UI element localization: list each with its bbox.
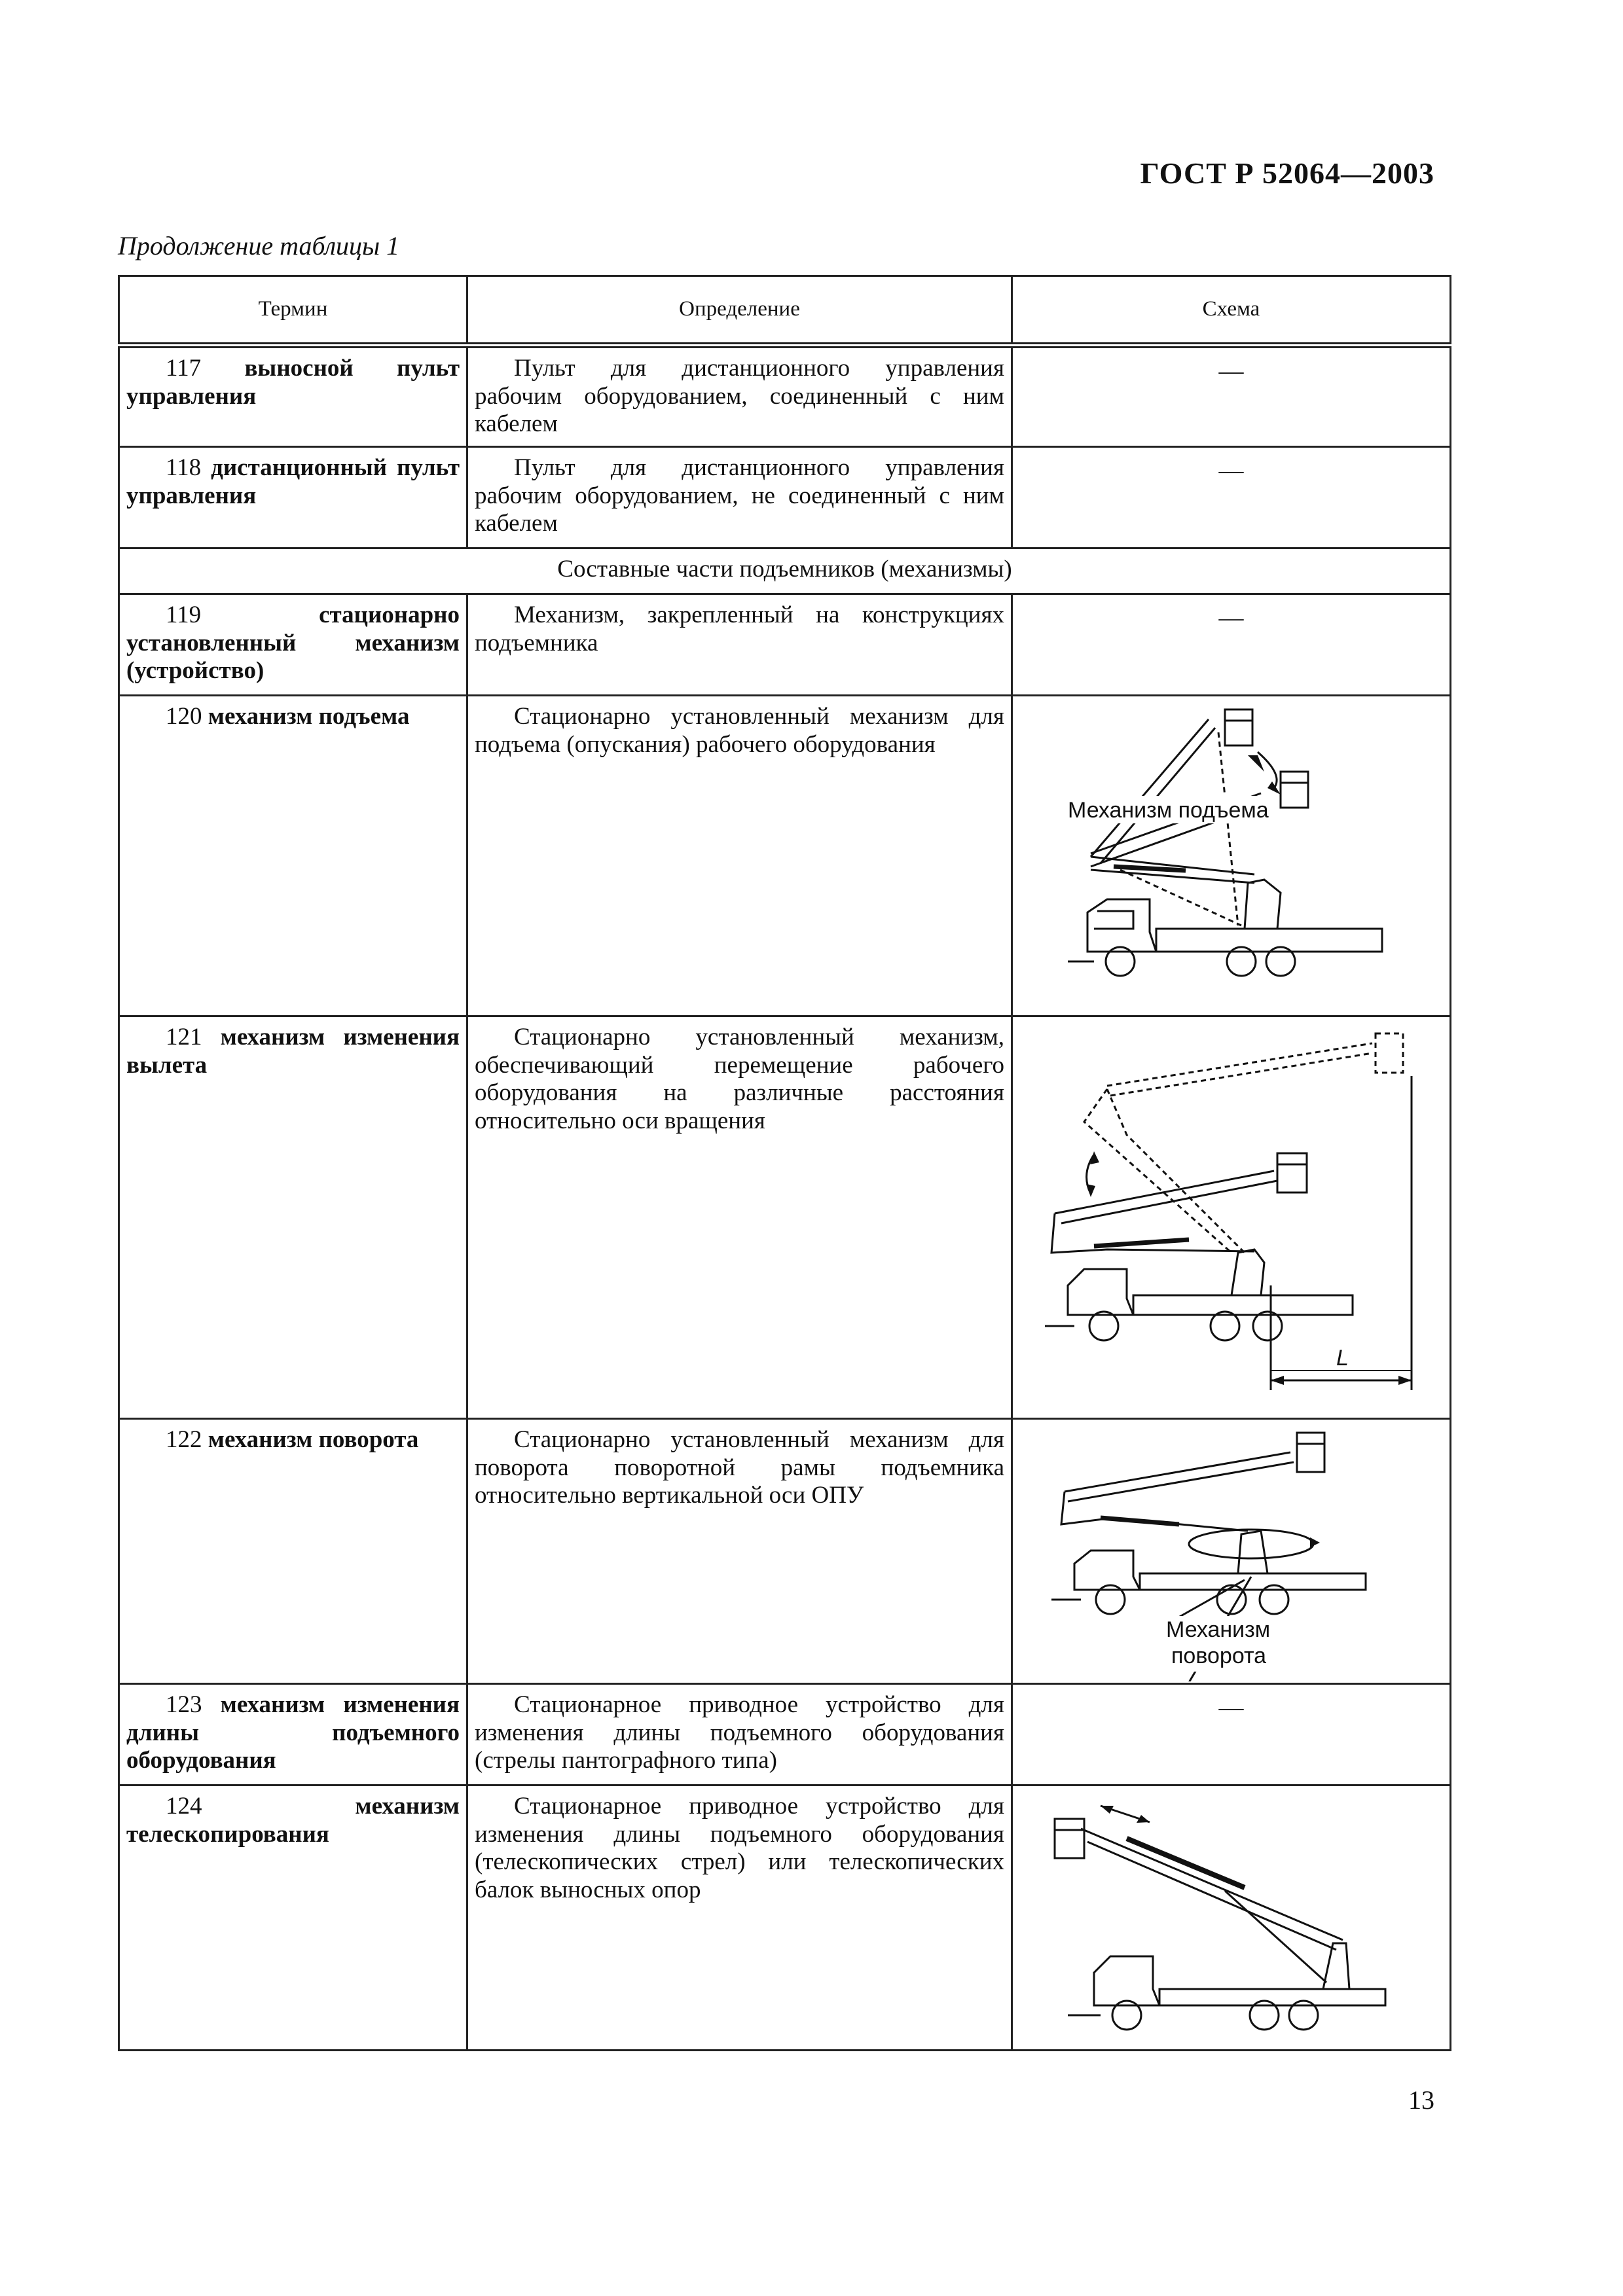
term-number: 124 <box>166 1793 202 1820</box>
column-header-scheme: Схема <box>1012 276 1451 346</box>
scheme-label: Механизм <box>1165 1617 1270 1642</box>
scheme-label: поворота <box>1171 1643 1266 1668</box>
table-row <box>119 594 1451 696</box>
definition-cell: Стационарное приводное устройство для изменения длины подъемного оборудования (телескопических стрел) или телескопических балок выносных опор <box>467 1785 1012 2051</box>
term-text: механизм изменения длины подъемного оборудования <box>126 1691 460 1774</box>
section-row <box>119 548 1451 594</box>
table-header-row <box>119 276 1451 346</box>
term-text: механизм поворота <box>208 1426 419 1453</box>
scheme-cell <box>1012 594 1451 696</box>
table-row <box>119 1684 1451 1785</box>
definition-cell: Стационарно установленный механизм, обеспечивающий перемещение рабочего оборудования на различные расстояния относительно оси вращения <box>467 1016 1012 1419</box>
scheme-label-L: L <box>1336 1346 1349 1371</box>
aerial-lift-slewing-mechanism-diagram <box>1029 1426 1434 1681</box>
table-row <box>119 346 1451 447</box>
aerial-lift-telescoping-mechanism-diagram <box>1029 1793 1434 2048</box>
definition-cell: Механизм, закрепленный на конструкциях подъемника <box>467 594 1012 696</box>
scheme-cell <box>1012 696 1451 1016</box>
scheme-cell <box>1012 1684 1451 1785</box>
term-cell <box>119 1684 467 1785</box>
term-number: 122 <box>166 1426 202 1453</box>
document-designation: ГОСТ Р 52064—2003 <box>1140 156 1434 190</box>
term-text: дистанционный пульт управления <box>126 454 460 509</box>
term-cell <box>119 594 467 696</box>
scheme-dash: — <box>1218 357 1244 385</box>
scheme-cell <box>1012 1016 1451 1419</box>
scheme-label: Механизм подъема <box>1067 798 1269 823</box>
scheme-cell <box>1012 447 1451 548</box>
definition-cell: Пульт для дистанционного управления рабочим оборудованием, не соединенный с ним кабелем <box>467 447 1012 548</box>
term-number: 121 <box>166 1024 202 1050</box>
scheme-cell <box>1012 1419 1451 1684</box>
term-text: механизм телескопирования <box>126 1793 460 1848</box>
term-text: стационарно установленный механизм (устройство) <box>126 601 460 685</box>
term-cell <box>119 1016 467 1419</box>
term-cell <box>119 696 467 1016</box>
term-cell <box>119 1419 467 1684</box>
term-cell <box>119 1785 467 2051</box>
scheme-dash: — <box>1218 457 1244 484</box>
page-number: 13 <box>1408 2085 1434 2115</box>
term-cell <box>119 346 467 447</box>
table-row <box>119 447 1451 548</box>
definition-cell: Стационарно установленный механизм для подъема (опускания) рабочего оборудования <box>467 696 1012 1016</box>
table-row <box>119 1016 1451 1419</box>
term-cell <box>119 447 467 548</box>
column-header-term: Термин <box>119 276 467 346</box>
term-number: 119 <box>166 601 202 628</box>
table-row <box>119 696 1451 1016</box>
term-number: 123 <box>166 1691 202 1718</box>
scheme-cell <box>1012 346 1451 447</box>
definition-cell: Стационарное приводное устройство для изменения длины подъемного оборудования (стрелы пантографного типа) <box>467 1684 1012 1785</box>
table-row <box>119 1785 1451 2051</box>
term-text: механизм подъема <box>208 703 410 730</box>
scheme-dash: — <box>1218 604 1244 632</box>
term-text: механизм изменения вылета <box>126 1024 460 1079</box>
table-continuation-caption: Продолжение таблицы 1 <box>118 231 400 260</box>
scheme-cell <box>1012 1785 1451 2051</box>
terms-table <box>118 275 1451 2051</box>
definition-cell: Стационарно установленный механизм для поворота поворотной рамы подъемника относительно вертикальной оси ОПУ <box>467 1419 1012 1684</box>
term-text: выносной пульт управления <box>126 355 460 410</box>
table-row <box>119 1419 1451 1684</box>
column-header-definition: Определение <box>467 276 1012 346</box>
aerial-lift-reach-mechanism-diagram <box>1029 1024 1434 1416</box>
definition-cell: Пульт для дистанционного управления рабочим оборудованием, соединенный с ним кабелем <box>467 346 1012 447</box>
term-number: 118 <box>166 454 202 481</box>
aerial-lift-lifting-mechanism-diagram <box>1029 703 1434 1011</box>
section-title: Составные части подъемников (механизмы) <box>119 548 1451 594</box>
term-number: 117 <box>166 355 202 382</box>
scheme-dash: — <box>1218 1694 1244 1721</box>
term-number: 120 <box>166 703 202 730</box>
